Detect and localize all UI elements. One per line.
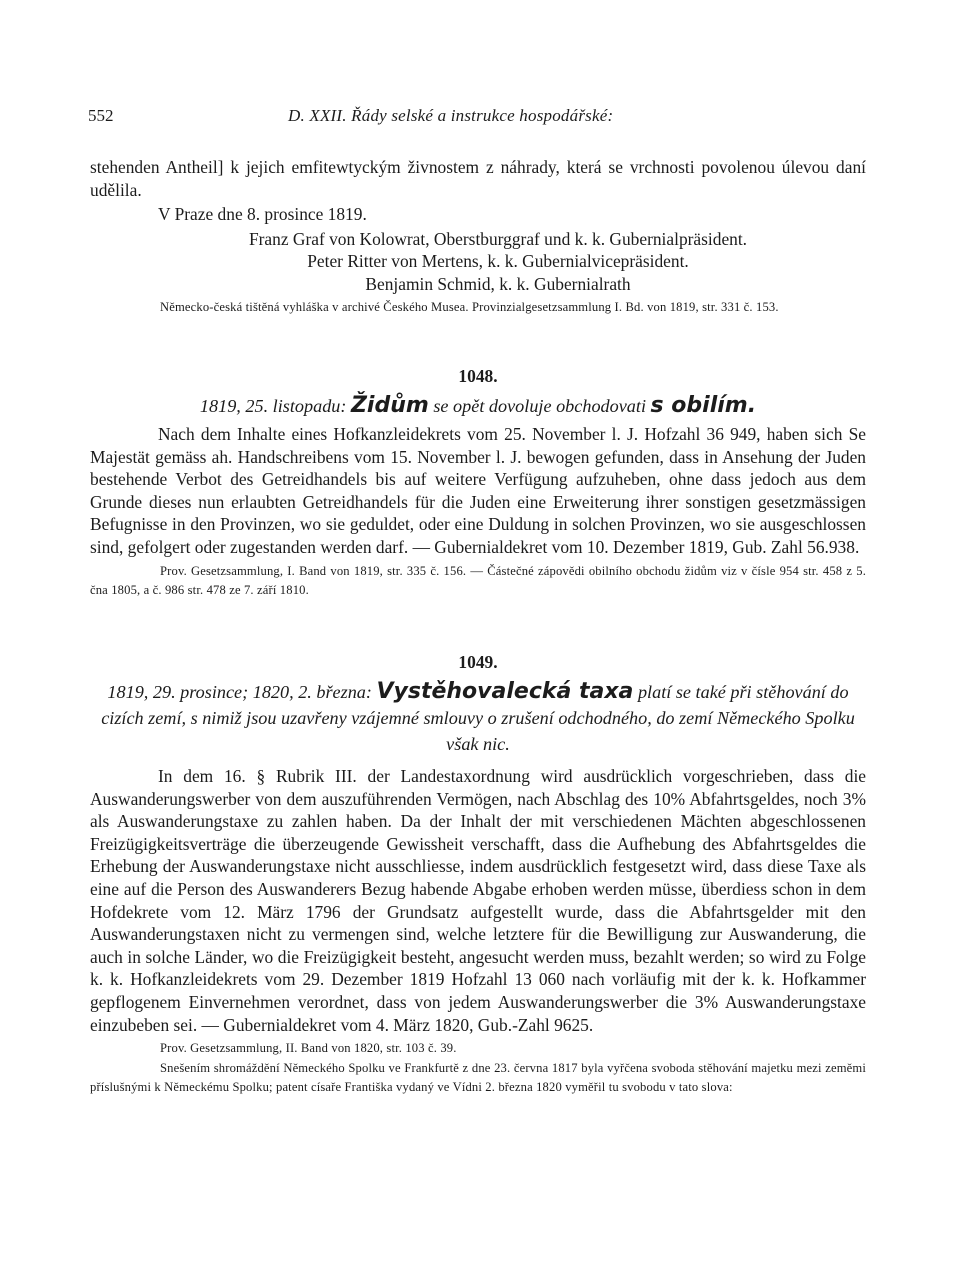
source-note: Snešením shromáždění Německého Spolku ve Frankfurtě z dne 23. června 1817 byla vyřčena svoboda stěhování majetku mezi zeměmi příslušnými k Německému Spolku; patent císaře Františka vydaný ve Vídni 2. března 1820 vyměřil tu svobodu v tato slova: <box>90 1060 866 1095</box>
document-date: 1819, 29. prosince; 1820, 2. března: <box>107 682 372 702</box>
signature-2: Peter Ritter von Mertens, k. k. Gubernialvicepräsident. <box>307 251 689 272</box>
doc-1049 <box>90 652 866 1098</box>
source-note: Německo-česká tištěná vyhláška v archivé Českého Musea. Provinzialgesetzsammlung I. Bd. von 1819, str. 331 č. 153. <box>160 299 779 314</box>
document-heading <box>90 679 866 757</box>
document-number: 1048. <box>458 366 498 386</box>
signature-3: Benjamin Schmid, k. k. Gubernialrath <box>365 273 631 294</box>
document-body: In dem 16. § Rubrik III. der Landestaxordnung wird ausdrücklich vorgeschrieben, dass die Auswanderungswerber von dem auszuführenden Vermögen, nach Abschlag des 10% Abfahrtsgeldes, noch 3% als Auswanderungstaxe zu zahlen haben. Da der Inhalt der mit verschiedenen Mächten abgeschlossenen Freizügigkeitsverträge die überzeugende Gewissheit verschafft, dass die Aufhebung des Abfahrtsgeldes die Erhebung der Auswanderungstaxe nicht ausschliesse, indem ausdrücklich festgesetzt wird, dass diese Taxe als eine auf die Person des Auswanderers Bezug habende Abgabe erhoben werden müsse, überdiess schon in dem Hofdekrete vom 12. März 1796 der Grundsatz aufgestellt wurde, dass die Abfahrtsgelder mit den Auswanderungstaxen nicht zu vermengen sind, welche letztere für die Bewilligung zur Auswanderung, die auch in solche Länder, wo die Freizügigkeit besteht, angesucht werden muss, bezahlt werden; so wird zu Folge k. k. Hofkanzleidekrets vom 29. Dezember 1819 Hofzahl 13 060 nach vorläufig mit der k. k. Hofkammer gepflogenem Einvernehmen verordnet, dass von jedem Auswanderungswerber die 3% Auswanderungstaxe einzubeben sei. — Gubernialdekret vom 4. März 1820, Gub.-Zahl 9625. <box>90 766 866 1035</box>
document-date: 1819, 25. listopadu: <box>199 396 347 416</box>
signature-1: Franz Graf von Kolowrat, Oberstburggraf und k. k. Gubernialpräsident. <box>248 228 748 249</box>
document-heading <box>90 393 866 419</box>
source-note: Prov. Gesetzsammlung, II. Band von 1820, str. 103 č. 39. <box>160 1041 457 1056</box>
heading-text: se opět dovoluje obchodovati <box>433 396 646 416</box>
doc-1047-continuation <box>90 156 866 317</box>
heading-emphasis: Vystěhovalecká taxa <box>376 679 634 704</box>
continuation-text: stehenden Antheil] k jejich emfitewtyckým živnostem z náhrady, která se vrchnosti povolenou úlevou daní udělila. <box>90 157 866 200</box>
document-body: Nach dem Inhalte eines Hofkanzleidekrets vom 25. November l. J. Hofzahl 36 949, haben sich Se Majestät gemäss ah. Handschreibens vom 15. November l. J. bewogen gefunden, dass in Ansehung der Juden bestehende Verbot des Getreidhandels bis auf weitere Verfügung aufzuheben, ohne dass jedoch aus dem Grunde dieses nun erlaubten Getreidhandels für die Juden eine Erweiterung ihrer sonstigen gesetzmässigen Befugnisse in den Provinzen, wo sie geduldet, oder eine Duldung in solchen Provinzen, wo sie ausgeschlossen sind, gefolgert oder zugestanden werden darf. — Gubernialdekret vom 10. Dezember 1819, Gub. Zahl 56.938. <box>90 424 866 557</box>
page-header <box>88 106 868 130</box>
place-date: V Praze dne 8. prosince 1819. <box>158 204 367 225</box>
document-number: 1049. <box>458 652 498 672</box>
doc-1048 <box>90 366 866 601</box>
page-number: 552 <box>88 106 114 125</box>
heading-emphasis: s obilím. <box>650 393 757 418</box>
heading-text: platí se také při stěhování do cizích zemí, s nimiž jsou uzavřeny vzájemné smlouvy o zrušení odchodného, do zemí Německého Spolku však nic. <box>101 682 855 754</box>
heading-emphasis: Židům <box>350 393 429 418</box>
running-title: D. XXII. Řády selské a instrukce hospodářské: <box>288 106 614 125</box>
source-note: Prov. Gesetzsammlung, I. Band von 1819, str. 335 č. 156. — Částečné zápovědi obilního obchodu židům viz v čísle 954 str. 458 z 5. čna 1805, a č. 986 str. 478 ze 7. září 1810. <box>90 563 866 598</box>
